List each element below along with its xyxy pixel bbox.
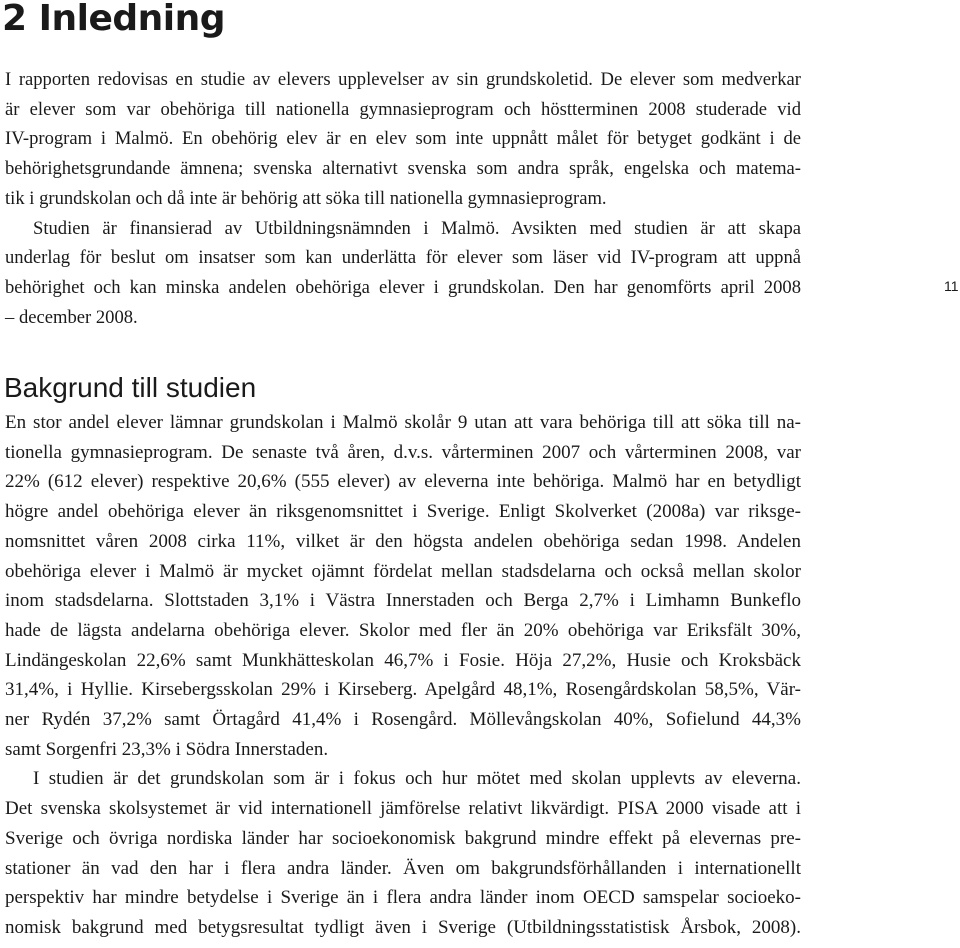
text-line: Lindängeskolan 22,6% samt Munkhätteskolan 46,7% i Fosie. Höja 27,2%, Husie och Kroksbäck [5,649,801,671]
page-title: 2 Inledning [2,0,225,39]
text-line: samt Sorgenfri 23,3% i Södra Innerstaden. [5,738,329,760]
text-line: behörighet och kan minska andelen obehöriga elever i grundskolan. Den har genomförts april 2008 [5,276,801,298]
background-paragraph [5,408,801,943]
text-line: obehöriga elever i Malmö är mycket ojämnt fördelat mellan stadsdelarna och också mellan skolor [5,560,801,582]
text-line: Sverige och övriga nordiska länder har socioekonomisk bakgrund mindre effekt på elevernas pre- [5,827,801,849]
text-line: underlag för beslut om insatser som kan underlätta för elever som läser vid IV-program att uppnå [5,247,801,269]
text-line: 22% (612 elever) respektive 20,6% (555 elever) av eleverna inte behöriga. Malmö har en betydligt [5,471,801,493]
section-heading: Bakgrund till studien [4,372,257,403]
text-line: Studien är finansierad av Utbildningsnämnden i Malmö. Avsikten med studien är att skapa [33,217,801,239]
text-line: – december 2008. [5,306,138,328]
text-line: perspektiv har mindre betydelse i Sverige än i flera andra länder inom OECD samspelar socioeko- [5,887,801,909]
text-line: högre andel obehöriga elever än riksgenomsnittet i Sverige. Enligt Skolverket (2008a) var riksge- [5,501,801,523]
text-line: IV-program i Malmö. En obehörig elev är en elev som inte uppnått målet för betyget godkänt i de [5,128,801,150]
text-line: Det svenska skolsystemet är vid internationell jämförelse relativt likvärdigt. PISA 2000 visade att i [5,798,801,820]
text-line: stationer än vad den har i flera andra länder. Även om bakgrundsförhållanden i internationellt [5,857,801,879]
text-line: inom stadsdelarna. Slottstaden 3,1% i Västra Innerstaden och Berga 2,7% i Limhamn Bunkeflo [5,590,801,612]
intro-paragraph [5,65,801,332]
text-line: En stor andel elever lämnar grundskolan i Malmö skolår 9 utan att vara behöriga till att söka till na- [5,412,801,433]
text-line: tik i grundskolan och då inte är behörig att söka till nationella gymnasieprogram. [5,187,607,209]
text-line: behörighetsgrundande ämnena; svenska alternativt svenska som andra språk, engelska och matema- [5,158,801,180]
text-line: hade de lägsta andelarna obehöriga elever. Skolor med fler än 20% obehöriga var Eriksfält 30%, [5,619,801,641]
text-line: ner Rydén 37,2% samt Örtagård 41,4% i Rosengård. Möllevångskolan 40%, Sofielund 44,3% [5,709,801,731]
text-line: nomisk bakgrund med betygsresultat tydligt även i Sverige (Utbildningsstatistisk Årsbok, 2008). [5,916,801,938]
text-line: tionella gymnasieprogram. De senaste två åren, d.v.s. vårterminen 2007 och vårterminen 2008, var [5,441,801,463]
text-line: 31,4%, i Hyllie. Kirsebergsskolan 29% i Kirseberg. Apelgård 48,1%, Rosengårdskolan 58,5%, Vär- [5,679,801,701]
text-line: I studien är det grundskolan som är i fokus och hur mötet med skolan upplevts av eleverna. [33,768,801,790]
text-line: I rapporten redovisas en studie av elevers upplevelser av sin grundskoletid. De elever som medverkar [5,69,801,90]
text-line: är elever som var obehöriga till nationella gymnasieprogram och höstterminen 2008 studerade vid [5,98,801,120]
text-line: nomsnittet våren 2008 cirka 11%, vilket är den högsta andelen obehöriga sedan 1998. Andelen [5,530,801,552]
page-number: 11 [944,278,959,294]
